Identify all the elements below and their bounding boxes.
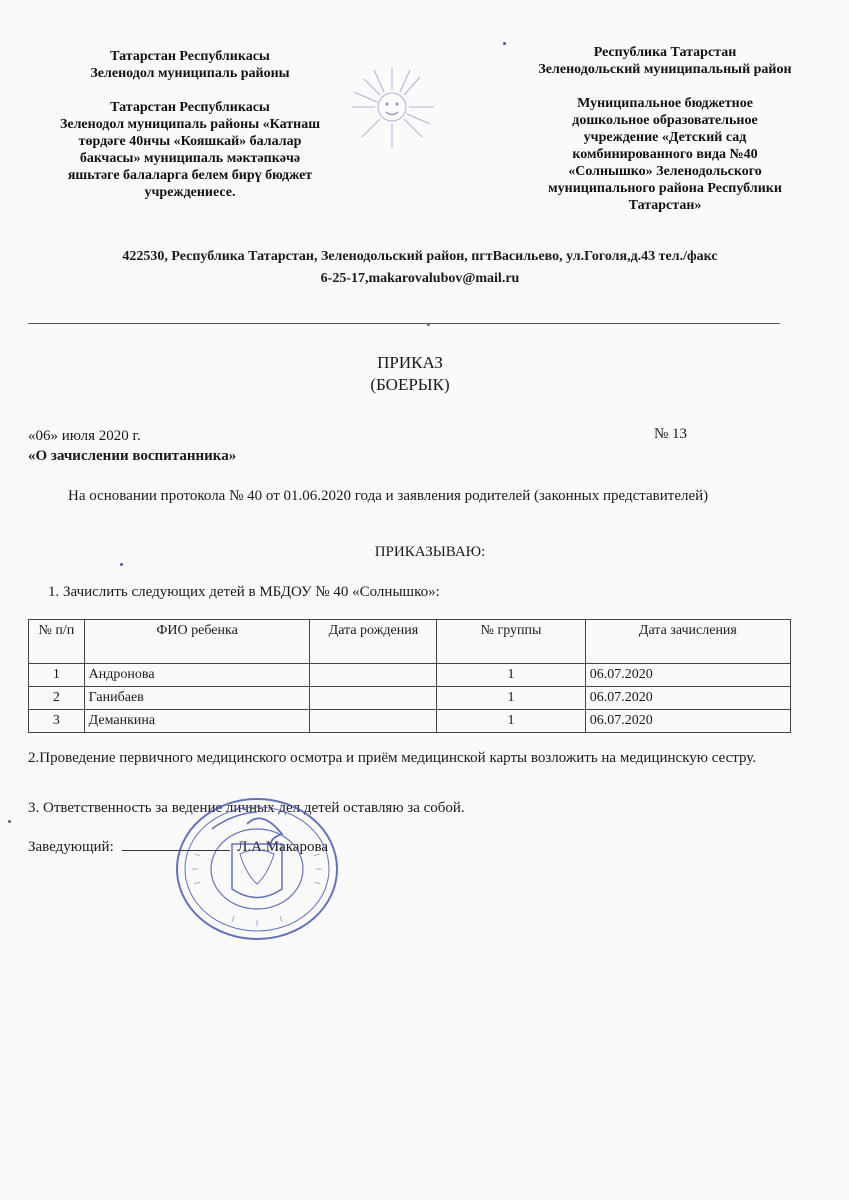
order-number: № 13 — [654, 426, 688, 442]
order-date: «06» июля 2020 г. — [28, 428, 141, 444]
column-header: Дата рождения — [310, 620, 437, 664]
order-item-1: 1. Зачислить следующих детей в МБДОУ № 40 «Солнышко»: — [48, 584, 440, 600]
address-contacts: 6-25-17,makarovalubov@mail.ru — [320, 271, 520, 286]
child-birthdate — [310, 664, 437, 687]
scan-speck — [8, 820, 11, 823]
header-right-org-line: «Солнышко» Зеленодольского — [568, 164, 762, 179]
enrollment-date: 06.07.2020 — [585, 664, 790, 687]
scan-speck — [120, 563, 123, 566]
header-right-org-line: комбинированного вида №40 — [572, 147, 758, 162]
header-left-district: Зеленодол муниципаль районы — [90, 66, 290, 81]
table-row — [29, 664, 791, 687]
header-left-org-line: бакчасы» муниципаль мәктәпкәчә — [79, 151, 301, 166]
table-header-row — [29, 620, 791, 664]
header-left-org-line: Татарстан Республикасы — [110, 100, 270, 115]
order-basis: На основании протокола № 40 от 01.06.2020 года и заявления родителей (законных представителей) — [68, 488, 709, 504]
table-row — [29, 687, 791, 710]
row-number: 3 — [29, 710, 85, 733]
header-left-org-line: яшьтәге балаларга белем бирү бюджет — [67, 168, 313, 183]
child-name: Ганибаев — [84, 687, 310, 710]
title-sub: (БОЕРЫК) — [370, 375, 450, 394]
order-subject: «О зачислении воспитанника» — [28, 448, 237, 464]
order-item-2: 2.Проведение первичного медицинского осмотра и приём медицинской карты возложить на медицинскую сестру. — [28, 750, 757, 766]
title-main: ПРИКАЗ — [377, 353, 443, 372]
header-right-org-line: дошкольное образовательное — [572, 113, 758, 128]
child-name: Деманкина — [84, 710, 310, 733]
scan-speck — [427, 323, 430, 326]
order-item-3: 3. Ответственность за ведение личных дел детей оставляю за собой. — [28, 800, 465, 816]
header-right-org-line: учреждение «Детский сад — [583, 130, 747, 145]
child-group: 1 — [437, 687, 585, 710]
header-right-org-line: муниципального района Республики — [548, 181, 782, 196]
header-right-org-line: Татарстан» — [628, 198, 702, 213]
child-birthdate — [310, 710, 437, 733]
child-group: 1 — [437, 664, 585, 687]
address-line: 422530, Республика Татарстан, Зеленодольский район, пгтВасильево, ул.Гоголя,д.43 тел./факс — [122, 249, 718, 264]
official-stamp-icon — [172, 794, 342, 944]
header-left-org-line: төрдәге 40нчы «Кояшкай» балалар — [78, 134, 302, 149]
child-birthdate — [310, 687, 437, 710]
children-table — [28, 619, 791, 733]
signatory-role: Заведующий: — [28, 839, 114, 855]
row-number: 1 — [29, 664, 85, 687]
header-left-org-line: Зеленодол муниципаль районы «Катнаш — [59, 117, 321, 132]
column-header: Дата зачисления — [585, 620, 790, 664]
header-left-republic: Татарстан Республикасы — [110, 49, 270, 64]
signatory-name: Л.А.Макарова — [237, 839, 329, 855]
column-header: № группы — [437, 620, 585, 664]
row-number: 2 — [29, 687, 85, 710]
document-title — [300, 352, 520, 396]
header-divider — [28, 323, 780, 324]
column-header: ФИО ребенка — [84, 620, 310, 664]
scan-speck — [503, 42, 506, 45]
column-header: № п/п — [29, 620, 85, 664]
header-right-district: Зеленодольский муниципальный район — [538, 62, 792, 77]
sun-drawing-icon — [342, 62, 442, 152]
header-right-org-line: Муниципальное бюджетное — [577, 96, 753, 111]
enrollment-date: 06.07.2020 — [585, 687, 790, 710]
order-command: ПРИКАЗЫВАЮ: — [374, 544, 486, 560]
header-right — [510, 44, 820, 214]
enrollment-date: 06.07.2020 — [585, 710, 790, 733]
header-left-org-line: учреждениесе. — [144, 185, 236, 200]
address-block — [40, 246, 800, 290]
header-right-republic: Республика Татарстан — [593, 45, 737, 60]
header-left — [40, 48, 340, 201]
table-row — [29, 710, 791, 733]
child-name: Андронова — [84, 664, 310, 687]
child-group: 1 — [437, 710, 585, 733]
